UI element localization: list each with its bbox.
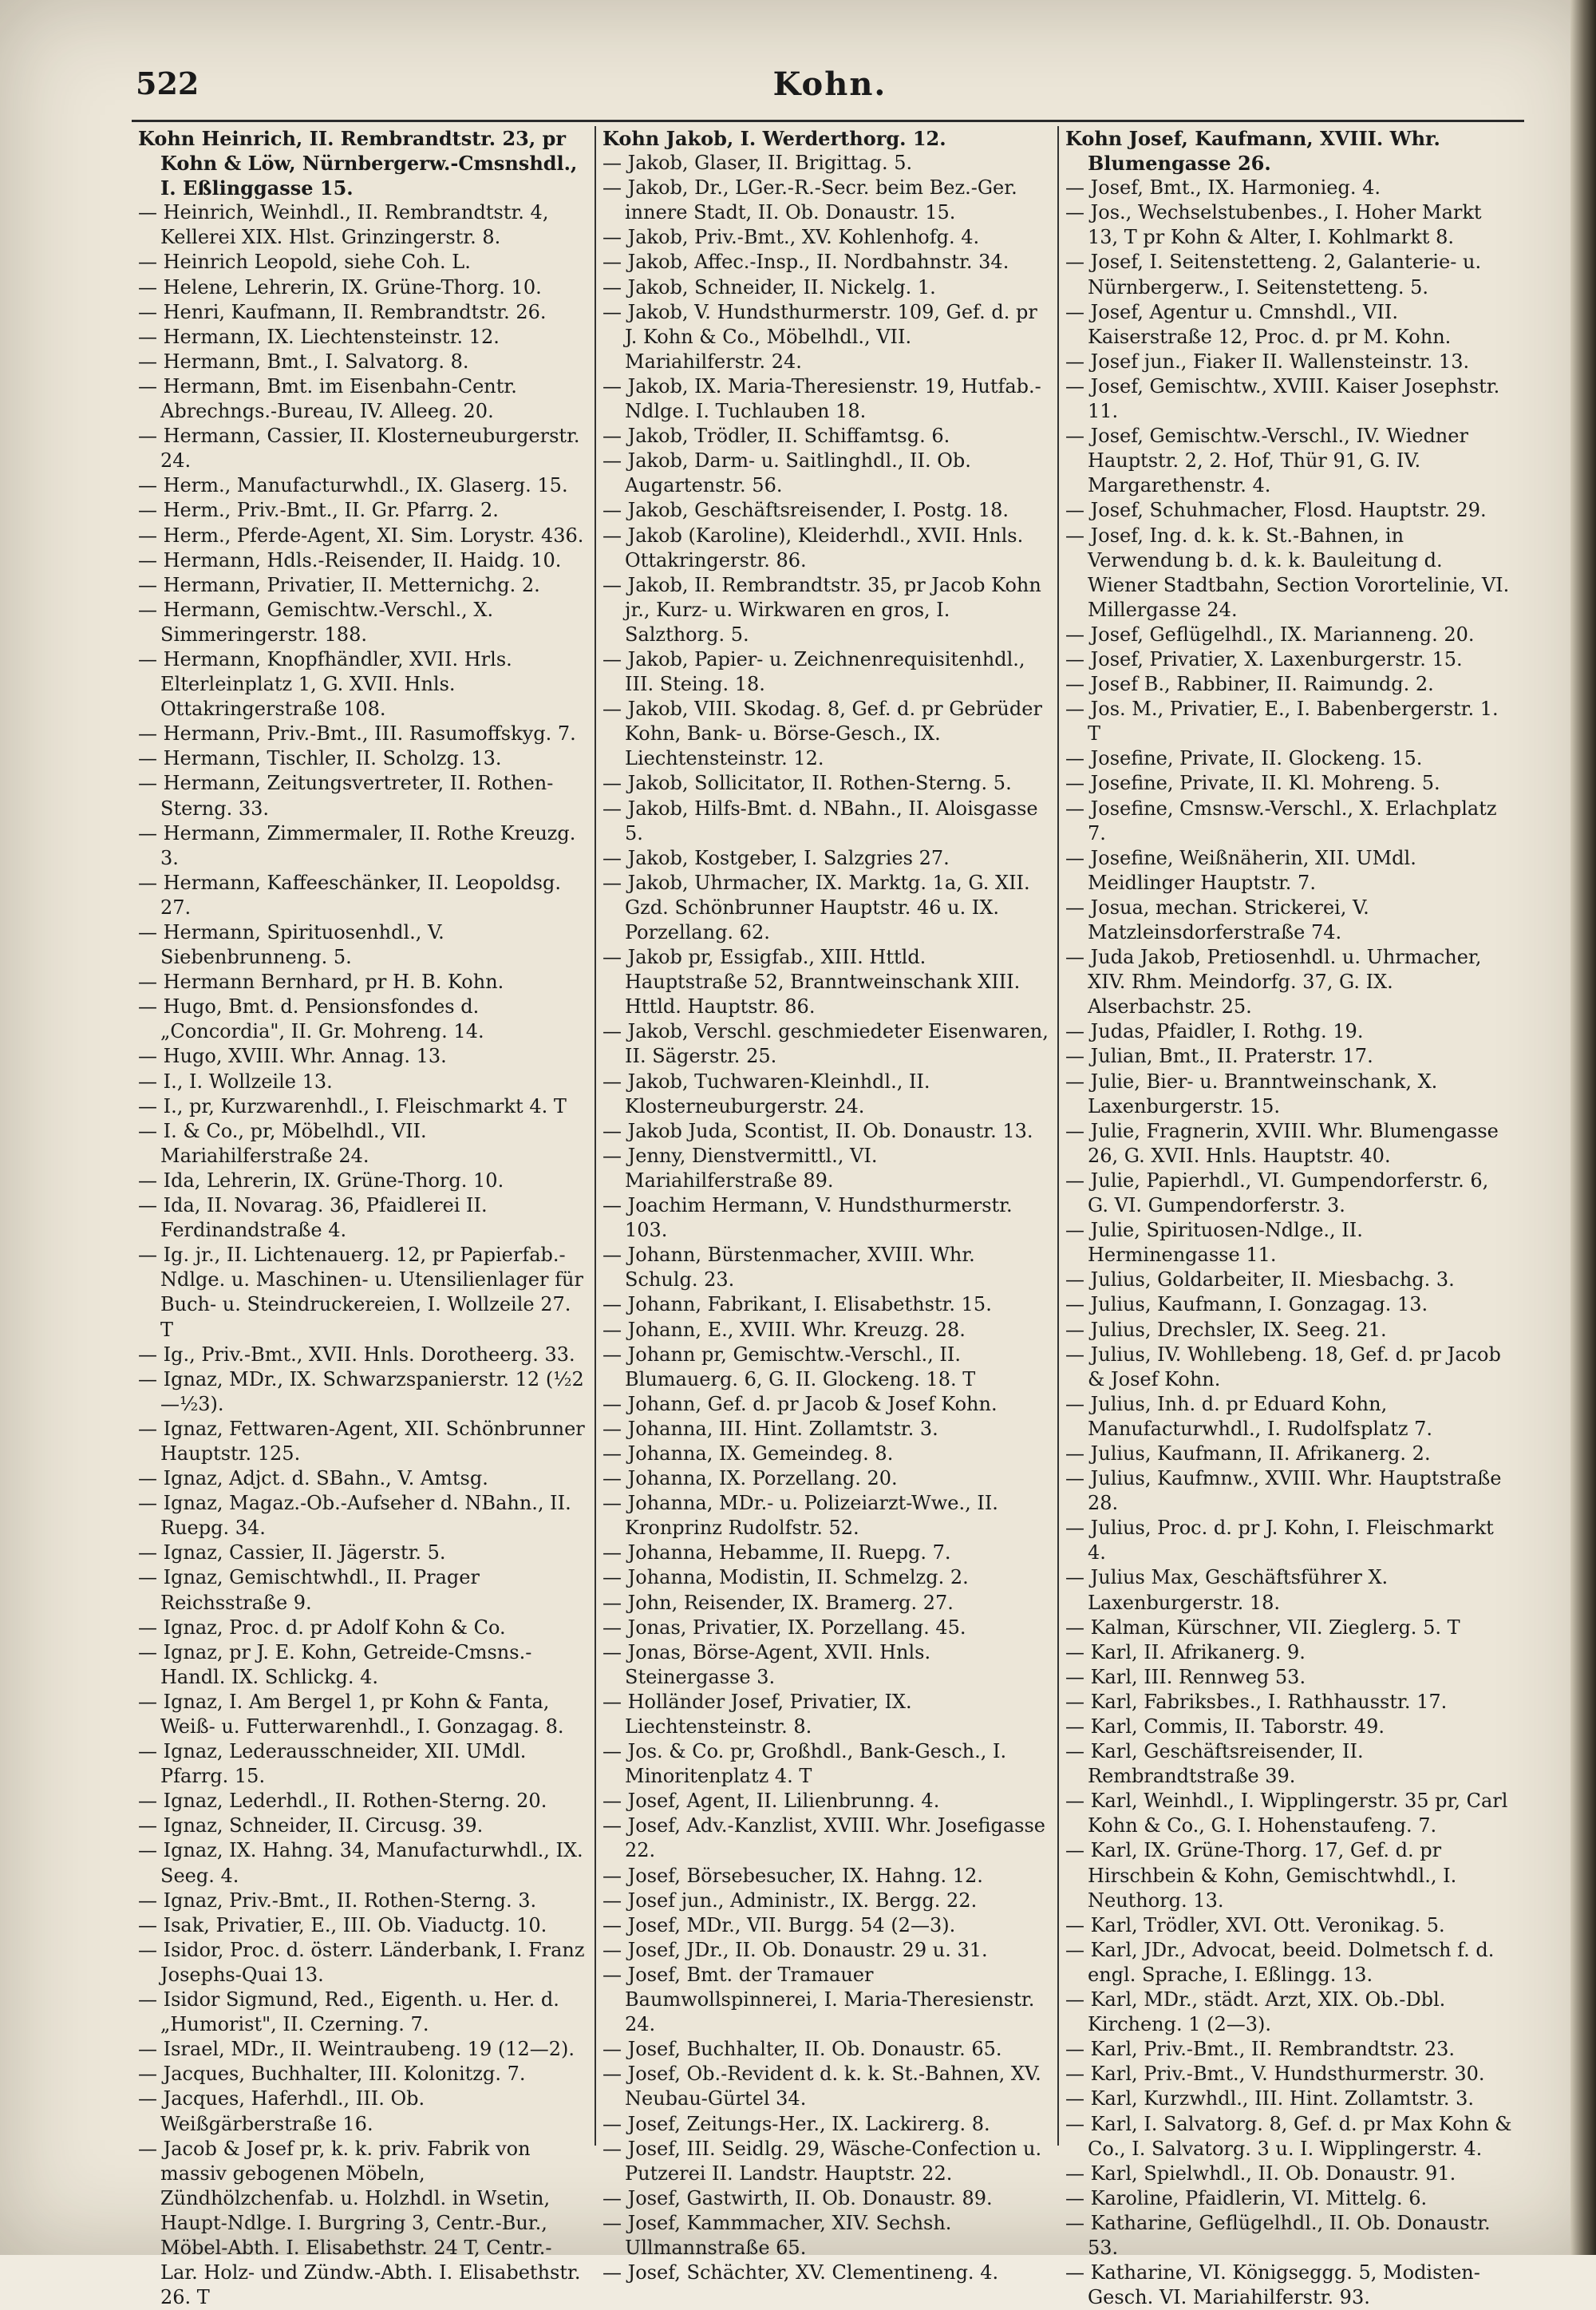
directory-entry: — Isidor, Proc. d. österr. Länderbank, I. Franz Josephs-Quai 13. xyxy=(138,1938,585,1986)
directory-entry: — Hermann, Cassier, II. Klosterneuburgerstr. 24. xyxy=(138,425,580,473)
directory-entry: — Jos., Wechselstubenbes., I. Hoher Markt 13, T pr Kohn & Alter, I. Kohlmarkt 8. xyxy=(1065,201,1482,249)
directory-entry: — Jakob, Trödler, II. Schiffamtsg. 6. xyxy=(602,425,950,448)
directory-entry: — Johanna, Modistin, II. Schmelzg. 2. xyxy=(602,1566,969,1589)
directory-entry: — Josef, Ing. d. k. k. St.-Bahnen, in Verwendung b. d. k. k. Bauleitung d. Wiener Stadtbahn, Section Vorortelinie, VI. Millergasse 24. xyxy=(1065,524,1510,621)
column-3 xyxy=(1057,126,1520,2309)
directory-entry: — Josefine, Weißnäherin, XII. UMdl. Meidlinger Hauptstr. 7. xyxy=(1065,846,1416,894)
directory-entry: — Jonas, Privatier, IX. Porzellang. 45. xyxy=(602,1616,966,1639)
directory-entry: — Hermann, Zimmermaler, II. Rothe Kreuzg. 3. xyxy=(138,821,576,869)
directory-entry: — Johann, Gef. d. pr Jacob & Josef Kohn. xyxy=(602,1392,998,1415)
directory-entry: — Jos. M., Privatier, E., I. Babenbergerstr. 1. T xyxy=(1065,698,1499,746)
directory-entry: — Josef, Bmt., IX. Harmonieg. 4. xyxy=(1065,176,1381,200)
directory-entry: — Ignaz, Adjct. d. SBahn., V. Amtsg. xyxy=(138,1467,488,1490)
directory-entry: — Karl, Weinhdl., I. Wipplingerstr. 35 pr, Carl Kohn & Co., G. I. Hohenstaufeng. 7. xyxy=(1065,1790,1508,1837)
directory-entry: — Katharine, Geflügelhdl., II. Ob. Donaustr. 53. xyxy=(1065,2211,1491,2259)
directory-entry: — Jakob, Dr., LGer.-R.-Secr. beim Bez.-Ger. innere Stadt, II. Ob. Donaustr. 15. xyxy=(602,176,1017,224)
directory-entry: — Jacques, Haferhdl., III. Ob. Weißgärberstraße 16. xyxy=(138,2087,425,2135)
directory-entry: — Karl, JDr., Advocat, beeid. Dolmetsch f. d. engl. Sprache, I. Eßlingg. 13. xyxy=(1065,1938,1495,1986)
directory-entry: — Johanna, IX. Gemeindeg. 8. xyxy=(602,1442,894,1465)
directory-entry: — Jacques, Buchhalter, III. Kolonitzg. 7. xyxy=(138,2063,526,2086)
directory-entry: — Johann, E., XVIII. Whr. Kreuzg. 28. xyxy=(602,1318,966,1341)
directory-entry: — I., pr, Kurzwarenhdl., I. Fleischmarkt 4. T xyxy=(138,1094,567,1117)
column-1 xyxy=(132,126,595,2309)
directory-entry: — Julius, IV. Wohllebeng. 18, Gef. d. pr Jacob & Josef Kohn. xyxy=(1065,1343,1501,1390)
directory-entry: — Joachim Hermann, V. Hundsthurmerstr. 103. xyxy=(602,1194,1013,1242)
directory-entry: — Israel, MDr., II. Weintraubeng. 19 (12—2). xyxy=(138,2038,575,2061)
directory-entry: — Herm., Pferde-Agent, XI. Sim. Lorystr. 436. xyxy=(138,524,584,547)
directory-entry: Kohn Jakob, I. Werderthorg. 12. xyxy=(602,127,946,150)
directory-entry: — Jakob, Affec.-Insp., II. Nordbahnstr. 34. xyxy=(602,251,1009,274)
directory-entry: — Johanna, III. Hint. Zollamtstr. 3. xyxy=(602,1417,938,1440)
directory-entry: — Josef, Buchhalter, II. Ob. Donaustr. 65. xyxy=(602,2038,1002,2061)
directory-entry: — Hermann, Knopfhändler, XVII. Hrls. Elterleinplatz 1, G. XVII. Hnls. Ottakringerstraße 108. xyxy=(138,647,512,721)
directory-entry: — Josef, Adv.-Kanzlist, XVIII. Whr. Josefigasse 22. xyxy=(602,1814,1045,1862)
directory-entry: — Ignaz, Priv.-Bmt., II. Rothen-Sterng. 3. xyxy=(138,1889,537,1912)
directory-entry: — Josef, Gastwirth, II. Ob. Donaustr. 89. xyxy=(602,2186,993,2209)
directory-columns xyxy=(132,126,1524,2309)
directory-entry: — Ida, II. Novarag. 36, Pfaidlerei II. Ferdinandstraße 4. xyxy=(138,1194,488,1242)
directory-entry: — Julie, Spirituosen-Ndlge., II. Herminengasse 11. xyxy=(1065,1219,1363,1267)
directory-entry: — Julius, Proc. d. pr J. Kohn, I. Fleischmarkt 4. xyxy=(1065,1517,1494,1564)
directory-entry: Kohn Heinrich, II. Rembrandtstr. 23, pr Kohn & Löw, Nürnbergerw.-Cmsnshdl., I. Eßlinggasse 15. xyxy=(138,127,578,200)
directory-entry: — Herm., Manufacturwhdl., IX. Glaserg. 15. xyxy=(138,474,568,497)
header-rule xyxy=(132,120,1524,122)
directory-entry: — Karl, MDr., städt. Arzt, XIX. Ob.-Dbl. Kircheng. 1 (2—3). xyxy=(1065,1988,1446,2036)
directory-entry: — Jakob, Kostgeber, I. Salzgries 27. xyxy=(602,846,950,869)
directory-entry: — Karl, Geschäftsreisender, II. Rembrandtstraße 39. xyxy=(1065,1740,1364,1788)
directory-entry: — Karl, I. Salvatorg. 8, Gef. d. pr Max Kohn & Co., I. Salvatorg. 3 u. I. Wipplingerstr. 4. xyxy=(1065,2112,1512,2160)
directory-entry: — Julius, Kaufmnw., XVIII. Whr. Hauptstraße 28. xyxy=(1065,1467,1502,1515)
page-header xyxy=(136,65,1524,113)
directory-entry: — Johanna, Hebamme, II. Ruepg. 7. xyxy=(602,1541,951,1564)
directory-entry: — Josef, Bmt. der Tramauer Baumwollspinnerei, I. Maria-Theresienstr. 24. xyxy=(602,1963,1035,2036)
directory-entry: — Josef, Geflügelhdl., IX. Marianneng. 20. xyxy=(1065,623,1475,646)
directory-entry: — Ignaz, Lederhdl., II. Rothen-Sterng. 20. xyxy=(138,1790,547,1813)
directory-entry: — Josef jun., Administr., IX. Bergg. 22. xyxy=(602,1889,978,1912)
directory-entry: — Hermann, Kaffeeschänker, II. Leopoldsg. 27. xyxy=(138,871,561,919)
directory-entry: — Josef, Ob.-Revident d. k. k. St.-Bahnen, XV. Neubau-Gürtel 34. xyxy=(602,2063,1041,2110)
directory-entry: — John, Reisender, IX. Bramerg. 27. xyxy=(602,1591,954,1614)
directory-entry: — Karl, III. Rennweg 53. xyxy=(1065,1665,1306,1688)
directory-entry: — Jakob, V. Hundsthurmerstr. 109, Gef. d. pr J. Kohn & Co., Möbelhdl., VII. Mariahilferstr. 24. xyxy=(602,300,1037,373)
directory-entry: — Josef, Gemischtw., XVIII. Kaiser Josephstr. 11. xyxy=(1065,374,1500,423)
directory-entry: Kohn Josef, Kaufmann, XVIII. Whr. Blumengasse 26. xyxy=(1065,127,1440,176)
page-title: Kohn. xyxy=(772,65,887,103)
directory-entry: — Jakob, Sollicitator, II. Rothen-Sterng. 5. xyxy=(602,772,1012,795)
directory-entry: — Jakob, Glaser, II. Brigittag. 5. xyxy=(602,152,913,175)
directory-entry: — Jakob, Geschäftsreisender, I. Postg. 18. xyxy=(602,499,1009,522)
directory-entry: — Josef, Schuhmacher, Flosd. Hauptstr. 29. xyxy=(1065,499,1487,522)
directory-entry: — Heinrich Leopold, siehe Coh. L. xyxy=(138,251,471,274)
directory-entry: — I., I. Wollzeile 13. xyxy=(138,1070,333,1093)
directory-entry: — Johann, Fabrikant, I. Elisabethstr. 15. xyxy=(602,1293,992,1316)
directory-entry: — Karoline, Pfaidlerin, VI. Mittelg. 6. xyxy=(1065,2186,1428,2209)
page-number: 522 xyxy=(136,65,200,101)
directory-entry: — Josef, JDr., II. Ob. Donaustr. 29 u. 31. xyxy=(602,1938,988,1961)
directory-entry: — Kalman, Kürschner, VII. Zieglerg. 5. T xyxy=(1065,1616,1460,1639)
directory-entry: — Josef, Börsebesucher, IX. Hahng. 12. xyxy=(602,1864,983,1887)
directory-entry: — Hermann, Bmt., I. Salvatorg. 8. xyxy=(138,350,469,373)
directory-entry: — Helene, Lehrerin, IX. Grüne-Thorg. 10. xyxy=(138,275,542,299)
directory-entry: — Josef, I. Seitenstetteng. 2, Galanterie- u. Nürnbergerw., I. Seitenstetteng. 5. xyxy=(1065,251,1482,299)
directory-entry: — Julius, Inh. d. pr Eduard Kohn, Manufacturwhdl., I. Rudolfsplatz 7. xyxy=(1065,1392,1433,1440)
directory-entry: — Jacob & Josef pr, k. k. priv. Fabrik von massiv gebogenen Möbeln, Zündhölzchenfab. u. Holzhdl. in Wsetin, Haupt-Ndlge. I. Burgring 3, Centr.-Bur., Möbel-Abth. I. Elisabethstr. 24 T, Centr.-Lar. Holz- und Zündw.-Abth. I. Elisabethstr. 26. T xyxy=(138,2137,581,2309)
directory-entry: — Karl, IX. Grüne-Thorg. 17, Gef. d. pr Hirschbein & Kohn, Gemischtwhdl., I. Neuthorg. 13. xyxy=(1065,1839,1457,1912)
directory-entry: — Karl, II. Afrikanerg. 9. xyxy=(1065,1640,1306,1663)
directory-entry: — Ignaz, MDr., IX. Schwarzspanierstr. 12 (½2—½3). xyxy=(138,1367,584,1415)
directory-entry: — I. & Co., pr, Möbelhdl., VII. Mariahilferstraße 24. xyxy=(138,1119,427,1167)
directory-entry: — Josefine, Cmsnsw.-Verschl., X. Erlachplatz 7. xyxy=(1065,797,1497,844)
directory-entry: — Josef, Kammmacher, XIV. Sechsh. Ullmannstraße 65. xyxy=(602,2211,952,2259)
directory-entry: — Karl, Fabriksbes., I. Rathhausstr. 17. xyxy=(1065,1690,1448,1713)
directory-entry: — Hermann Bernhard, pr H. B. Kohn. xyxy=(138,971,504,994)
directory-entry: — Hermann, Hdls.-Reisender, II. Haidg. 10. xyxy=(138,548,562,572)
directory-entry: — Juda Jakob, Pretiosenhdl. u. Uhrmacher, XIV. Rhm. Meindorfg. 37, G. IX. Alserbachstr. 25. xyxy=(1065,946,1482,1019)
directory-entry: — Karl, Spielwhdl., II. Ob. Donaustr. 91. xyxy=(1065,2162,1456,2185)
directory-entry: — Josef, Schächter, XV. Clementineng. 4. xyxy=(602,2261,999,2284)
directory-entry: — Hermann, Zeitungsvertreter, II. Rothen-Sterng. 33. xyxy=(138,772,554,820)
directory-entry: — Julie, Fragnerin, XVIII. Whr. Blumengasse 26, G. XVII. Hnls. Hauptstr. 40. xyxy=(1065,1119,1499,1167)
directory-entry: — Ida, Lehrerin, IX. Grüne-Thorg. 10. xyxy=(138,1169,504,1192)
directory-entry: — Hugo, XVIII. Whr. Annag. 13. xyxy=(138,1045,447,1068)
directory-entry: — Julius Max, Geschäftsführer X. Laxenburgerstr. 18. xyxy=(1065,1566,1389,1614)
directory-entry: — Ignaz, Lederausschneider, XII. UMdl. Pfarrg. 15. xyxy=(138,1740,527,1788)
directory-entry: — Josefine, Private, II. Glockeng. 15. xyxy=(1065,747,1423,770)
directory-entry: — Jakob (Karoline), Kleiderhdl., XVII. Hnls. Ottakringerstr. 86. xyxy=(602,524,1024,572)
directory-entry: — Jakob, Darm- u. Saitlinghdl., II. Ob. Augartenstr. 56. xyxy=(602,449,971,497)
directory-entry: — Jakob, Uhrmacher, IX. Marktg. 1a, G. XII. Gzd. Schönbrunner Hauptstr. 46 u. IX. Porzellang. 62. xyxy=(602,871,1030,943)
directory-entry: — Josef, Agent, II. Lilienbrunng. 4. xyxy=(602,1790,940,1813)
directory-entry: — Isak, Privatier, E., III. Ob. Viaductg. 10. xyxy=(138,1913,547,1936)
directory-entry: — Julius, Drechsler, IX. Seeg. 21. xyxy=(1065,1318,1387,1341)
directory-entry: — Hermann, Bmt. im Eisenbahn-Centr. Abrechngs.-Bureau, IV. Alleeg. 20. xyxy=(138,374,517,423)
directory-entry: — Ignaz, IX. Hahng. 34, Manufacturwhdl., IX. Seeg. 4. xyxy=(138,1839,583,1887)
directory-entry: — Josef jun., Fiaker II. Wallensteinstr. 13. xyxy=(1065,350,1470,373)
directory-entry: — Judas, Pfaidler, I. Rothg. 19. xyxy=(1065,1020,1364,1043)
directory-entry: — Hermann, Priv.-Bmt., III. Rasumoffskyg. 7. xyxy=(138,722,576,746)
directory-entry: — Karl, Kurzwhdl., III. Hint. Zollamtstr. 3. xyxy=(1065,2087,1474,2110)
directory-entry: — Jakob, IX. Maria-Theresienstr. 19, Hutfab.-Ndlge. I. Tuchlauben 18. xyxy=(602,374,1041,423)
directory-entry: — Karl, Commis, II. Taborstr. 49. xyxy=(1065,1715,1385,1738)
directory-entry: — Ignaz, pr J. E. Kohn, Getreide-Cmsns.-Handl. IX. Schlickg. 4. xyxy=(138,1640,532,1688)
directory-entry: — Holländer Josef, Privatier, IX. Liechtensteinstr. 8. xyxy=(602,1690,912,1738)
directory-entry: — Julius, Goldarbeiter, II. Miesbachg. 3. xyxy=(1065,1268,1455,1291)
directory-entry: — Heinrich, Weinhdl., II. Rembrandtstr. 4, Kellerei XIX. Hlst. Grinzingerstr. 8. xyxy=(138,201,549,249)
directory-entry: — Henri, Kaufmann, II. Rembrandtstr. 26. xyxy=(138,300,547,323)
directory-entry: — Josef, Gemischtw.-Verschl., IV. Wiedner Hauptstr. 2, 2. Hof, Thür 91, G. IV. Margarethenstr. 4. xyxy=(1065,425,1468,497)
directory-entry: — Hermann, Tischler, II. Scholzg. 13. xyxy=(138,747,502,770)
directory-entry: — Jonas, Börse-Agent, XVII. Hnls. Steinergasse 3. xyxy=(602,1640,931,1688)
directory-entry: — Jakob, VIII. Skodag. 8, Gef. d. pr Gebrüder Kohn, Bank- u. Börse-Gesch., IX. Liechtensteinstr. 12. xyxy=(602,698,1042,770)
directory-entry: — Ig. jr., II. Lichtenauerg. 12, pr Papierfab.-Ndlge. u. Maschinen- u. Utensilienlager für Buch- u. Steindruckereien, I. Wollzeile 27. T xyxy=(138,1244,583,1341)
directory-entry: — Jakob, Priv.-Bmt., XV. Kohlenhofg. 4. xyxy=(602,226,980,249)
scan-edge xyxy=(1570,0,1596,2255)
directory-entry: — Karl, Priv.-Bmt., II. Rembrandtstr. 23. xyxy=(1065,2038,1456,2061)
directory-entry: — Jos. & Co. pr, Großhdl., Bank-Gesch., I. Minoritenplatz 4. T xyxy=(602,1740,1007,1788)
directory-entry: — Jakob, Hilfs-Bmt. d. NBahn., II. Aloisgasse 5. xyxy=(602,797,1038,844)
directory-entry: — Josef, III. Seidlg. 29, Wäsche-Confection u. Putzerei II. Landstr. Hauptstr. 22. xyxy=(602,2137,1042,2185)
directory-entry: — Josef, Agentur u. Cmnshdl., VII. Kaiserstraße 12, Proc. d. pr M. Kohn. xyxy=(1065,300,1452,348)
directory-entry: — Herm., Priv.-Bmt., II. Gr. Pfarrg. 2. xyxy=(138,499,499,522)
directory-entry: — Jakob, Schneider, II. Nickelg. 1. xyxy=(602,275,936,299)
directory-entry: — Jakob pr, Essigfab., XIII. Httld. Hauptstraße 52, Branntweinschank XIII. Httld. Hauptstr. 86. xyxy=(602,946,1021,1019)
directory-entry: — Ignaz, I. Am Bergel 1, pr Kohn & Fanta, Weiß- u. Futterwarenhdl., I. Gonzagag. 8. xyxy=(138,1690,564,1738)
directory-entry: — Hermann, Gemischtw.-Verschl., X. Simmeringerstr. 188. xyxy=(138,598,494,646)
directory-entry: — Ignaz, Magaz.-Ob.-Aufseher d. NBahn., II. Ruepg. 34. xyxy=(138,1492,571,1540)
directory-entry: — Jakob, II. Rembrandtstr. 35, pr Jacob Kohn jr., Kurz- u. Wirkwaren en gros, I. Salzthorg. 5. xyxy=(602,573,1041,646)
directory-entry: — Karl, Priv.-Bmt., V. Hundsthurmerstr. 30. xyxy=(1065,2063,1485,2086)
directory-entry: — Jakob, Tuchwaren-Kleinhdl., II. Klosterneuburgerstr. 24. xyxy=(602,1070,930,1117)
directory-entry: — Ig., Priv.-Bmt., XVII. Hnls. Dorotheerg. 33. xyxy=(138,1343,575,1366)
directory-entry: — Johann pr, Gemischtw.-Verschl., II. Blumauerg. 6, G. II. Glockeng. 18. T xyxy=(602,1343,976,1390)
directory-entry: — Josef B., Rabbiner, II. Raimundg. 2. xyxy=(1065,673,1434,696)
directory-entry: — Julius, Kaufmann, II. Afrikanerg. 2. xyxy=(1065,1442,1431,1465)
directory-entry: — Isidor Sigmund, Red., Eigenth. u. Her. d. „Humorist", II. Czerning. 7. xyxy=(138,1988,559,2036)
directory-entry: — Katharine, VI. Königseggg. 5, Modisten-Gesch. VI. Mariahilferstr. 93. xyxy=(1065,2261,1480,2309)
directory-entry: — Julius, Kaufmann, I. Gonzagag. 13. xyxy=(1065,1293,1428,1316)
directory-entry: — Jenny, Dienstvermittl., VI. Mariahilferstraße 89. xyxy=(602,1144,878,1192)
directory-entry: — Jakob, Papier- u. Zeichnenrequisitenhdl., III. Steing. 18. xyxy=(602,647,1025,696)
directory-entry: — Johanna, MDr.- u. Polizeiarzt-Wwe., II. Kronprinz Rudolfstr. 52. xyxy=(602,1492,998,1540)
directory-entry: — Josef, Zeitungs-Her., IX. Lackirerg. 8. xyxy=(602,2112,990,2135)
directory-entry: — Hugo, Bmt. d. Pensionsfondes d. „Concordia", II. Gr. Mohreng. 14. xyxy=(138,995,484,1043)
directory-entry: — Julie, Bier- u. Branntweinschank, X. Laxenburgerstr. 15. xyxy=(1065,1070,1438,1117)
directory-entry: — Josef, MDr., VII. Burgg. 54 (2—3). xyxy=(602,1913,956,1936)
directory-entry: — Ignaz, Cassier, II. Jägerstr. 5. xyxy=(138,1541,446,1564)
directory-entry: — Julie, Papierhdl., VI. Gumpendorferstr. 6, G. VI. Gumpendorferstr. 3. xyxy=(1065,1169,1489,1217)
directory-entry: — Ignaz, Fettwaren-Agent, XII. Schönbrunner Hauptstr. 125. xyxy=(138,1417,585,1465)
directory-entry: — Jakob, Verschl. geschmiedeter Eisenwaren, II. Sägerstr. 25. xyxy=(602,1020,1049,1068)
directory-entry: — Hermann, Spirituosenhdl., V. Siebenbrunneng. 5. xyxy=(138,921,444,969)
directory-entry: — Josua, mechan. Strickerei, V. Matzleinsdorferstraße 74. xyxy=(1065,896,1369,943)
column-2 xyxy=(595,126,1057,2284)
directory-entry: — Karl, Trödler, XVI. Ott. Veronikag. 5. xyxy=(1065,1913,1445,1936)
directory-entry: — Jakob Juda, Scontist, II. Ob. Donaustr. 13. xyxy=(602,1119,1033,1142)
directory-entry: — Julian, Bmt., II. Praterstr. 17. xyxy=(1065,1045,1373,1068)
directory-entry: — Hermann, Privatier, II. Metternichg. 2. xyxy=(138,573,540,596)
directory-entry: — Josef, Privatier, X. Laxenburgerstr. 15. xyxy=(1065,647,1463,670)
directory-entry: — Johann, Bürstenmacher, XVIII. Whr. Schulg. 23. xyxy=(602,1244,975,1291)
directory-entry: — Ignaz, Gemischtwhdl., II. Prager Reichsstraße 9. xyxy=(138,1566,480,1614)
directory-entry: — Ignaz, Schneider, II. Circusg. 39. xyxy=(138,1814,484,1837)
directory-entry: — Josefine, Private, II. Kl. Mohreng. 5. xyxy=(1065,772,1440,795)
directory-entry: — Johanna, IX. Porzellang. 20. xyxy=(602,1467,898,1490)
directory-entry: — Hermann, IX. Liechtensteinstr. 12. xyxy=(138,325,500,348)
directory-entry: — Ignaz, Proc. d. pr Adolf Kohn & Co. xyxy=(138,1616,506,1639)
